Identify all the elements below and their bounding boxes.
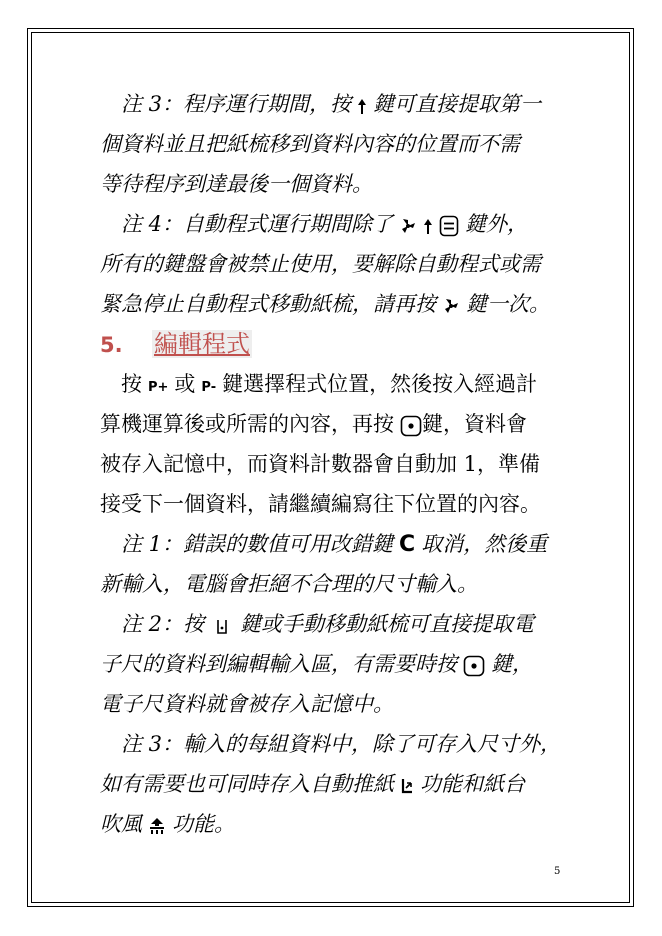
note2-line1: 注 2：按 鍵或手動移動紙梳可直接提取電 <box>121 612 535 636</box>
ruler-key-icon <box>216 617 228 635</box>
note3-line3: 等待程序到達最後一個資料。 <box>100 172 373 196</box>
body-line4: 接受下一個資料，請繼續編寫往下位置的內容。 <box>100 492 541 516</box>
note3b-line3: 吹風 功能。 <box>100 812 235 836</box>
note2-line3: 電子尺資料就會被存入記憶中。 <box>100 692 394 716</box>
note2-line2: 子尺的資料到編輯輸入區，有需要時按 鍵， <box>100 652 533 676</box>
up-arrow-icon <box>357 97 367 115</box>
note1-line2: 新輸入，電腦會拒絕不合理的尺寸輸入。 <box>100 572 478 596</box>
body-line3: 被存入記憶中，而資料計數器會自動加 1，準備 <box>100 452 541 476</box>
enter-dot-key-icon <box>463 655 485 677</box>
enter-dot-key-icon <box>400 415 422 437</box>
fan-icon <box>442 297 460 315</box>
p-minus-key: P- <box>201 380 217 395</box>
body-line1: 按 P+ 或 P- 鍵選擇程式位置，然後按入經過計 <box>121 372 538 396</box>
air-blow-icon <box>148 817 166 835</box>
up-arrow-icon <box>423 217 433 235</box>
note1-line1: 注 1：錯誤的數值可用改錯鍵 C 取消，然後重 <box>121 532 548 557</box>
note3b-line2: 如有需要也可同時存入自動推紙 功能和紙台 <box>100 772 525 796</box>
clear-key: C <box>399 532 416 557</box>
note3-line1: 注 3：程序運行期間，按 鍵可直接提取第一 <box>121 92 542 116</box>
section-heading <box>100 324 570 364</box>
p-plus-key: P+ <box>148 380 169 395</box>
body-line2: 算機運算後或所需的內容，再按 鍵，資料會 <box>100 412 527 436</box>
note4-line3: 緊急停止自動程式移動紙梳，請再按 鍵一次。 <box>100 292 550 316</box>
note4-line1: 注 4：自動程式運行期間除了 鍵外， <box>121 212 529 236</box>
document-body <box>100 84 570 844</box>
equals-box-icon <box>439 215 459 237</box>
note3-line2: 個資料並且把紙梳移到資料內容的位置而不需 <box>100 132 520 156</box>
fan-icon <box>399 217 417 235</box>
note4-line2: 所有的鍵盤會被禁止使用，要解除自動程式或需 <box>100 252 541 276</box>
note3b-line1: 注 3：輸入的每組資料中，除了可存入尺寸外， <box>121 732 562 756</box>
section-number: 5. <box>100 333 123 357</box>
page-number: 5 <box>554 866 561 877</box>
auto-push-icon <box>400 777 414 795</box>
section-title: 編輯程式 <box>154 330 250 358</box>
